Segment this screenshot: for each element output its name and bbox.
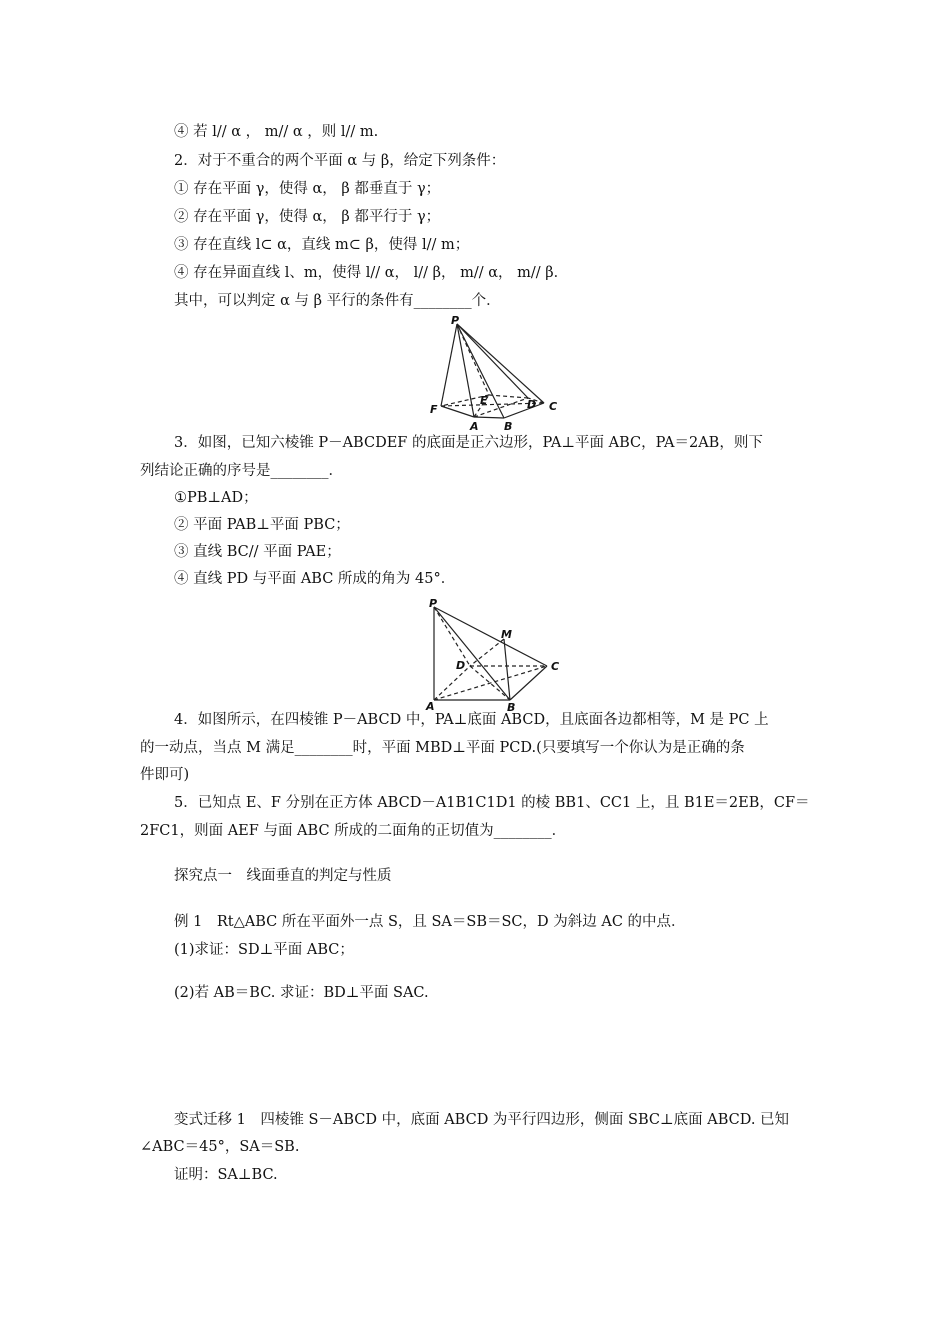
label-B: B [507, 701, 516, 714]
question-2: 2．对于不重合的两个平面 α 与 β，给定下列条件： [174, 153, 506, 169]
square-pyramid-figure [420, 594, 570, 714]
example-1-part-2: (2)若 AB＝BC. 求证：BD⊥平面 SAC. [174, 985, 429, 1001]
question-3-cont: 列结论正确的序号是________． [140, 463, 343, 479]
option-4: ④ 存在异面直线 l、m，使得 l// α， l// β， m// α， m// β． [174, 265, 569, 281]
option-3: ③ 直线 BC// 平面 PAE； [174, 544, 341, 560]
variant-exercise-1-cont: ∠ABC＝45°，SA＝SB. [140, 1139, 300, 1155]
label-D: D [456, 659, 466, 672]
question-3: 3．如图，已知六棱锥 P－ABCDEF 的底面是正六边形，PA⊥平面 ABC，PA＝2AB，则下 [174, 435, 763, 451]
example-1-part-1: (1)求证：SD⊥平面 ABC； [174, 942, 354, 958]
label-E: E [480, 394, 488, 407]
variant-exercise-1: 变式迁移 1 四棱锥 S－ABCD 中，底面 ABCD 为平行四边形，侧面 SBC⊥底面 ABCD. 已知 [174, 1112, 790, 1128]
label-P: P [429, 597, 438, 610]
label-P: P [451, 314, 460, 327]
option-2: ② 平面 PAB⊥平面 PBC； [174, 517, 350, 533]
option-4: ④ 直线 PD 与平面 ABC 所成的角为 45°． [174, 571, 456, 587]
option-2: ② 存在平面 γ，使得 α， β 都平行于 γ； [174, 209, 441, 225]
question-4-cont: 件即可) [140, 767, 190, 783]
example-1: 例 1 Rt△ABC 所在平面外一点 S，且 SA＝SB＝SC，D 为斜边 AC 的中点． [174, 914, 686, 930]
text-line: ④ 若 l// α ， m// α ，则 l// m. [174, 124, 379, 140]
option-3: ③ 存在直线 l⊂ α，直线 m⊂ β，使得 l// m； [174, 237, 470, 253]
question-4: 4．如图所示，在四棱锥 P－ABCD 中，PA⊥底面 ABCD，且底面各边都相等，M 是 PC 上 [174, 712, 769, 728]
section-heading: 探究点一 线面垂直的判定与性质 [174, 868, 392, 884]
label-A: A [470, 420, 479, 433]
question-4-cont: 的一动点，当点 M 满足________时，平面 MBD⊥平面 PCD.(只要填写一个你认为是正确的条 [140, 740, 745, 756]
label-C: C [551, 660, 560, 673]
variant-exercise-1-proof: 证明：SA⊥BC. [174, 1167, 278, 1183]
question-5-cont: 2FC1，则面 AEF 与面 ABC 所成的二面角的正切值为________． [140, 823, 567, 839]
label-B: B [504, 420, 513, 433]
label-A: A [426, 700, 435, 713]
option-1: ①PB⊥AD； [174, 490, 258, 506]
hexagonal-pyramid-figure [420, 314, 570, 434]
question-2-prompt: 其中，可以判定 α 与 β 平行的条件有________个． [174, 293, 501, 309]
label-F: F [430, 403, 438, 416]
label-C: C [549, 400, 558, 413]
option-1: ① 存在平面 γ，使得 α， β 都垂直于 γ； [174, 181, 441, 197]
label-D: D [527, 398, 537, 411]
label-M: M [501, 628, 512, 641]
question-5: 5．已知点 E、F 分别在正方体 ABCD－A1B1C1D1 的棱 BB1、CC1 上，且 B1E＝2EB，CF＝ [174, 795, 810, 811]
